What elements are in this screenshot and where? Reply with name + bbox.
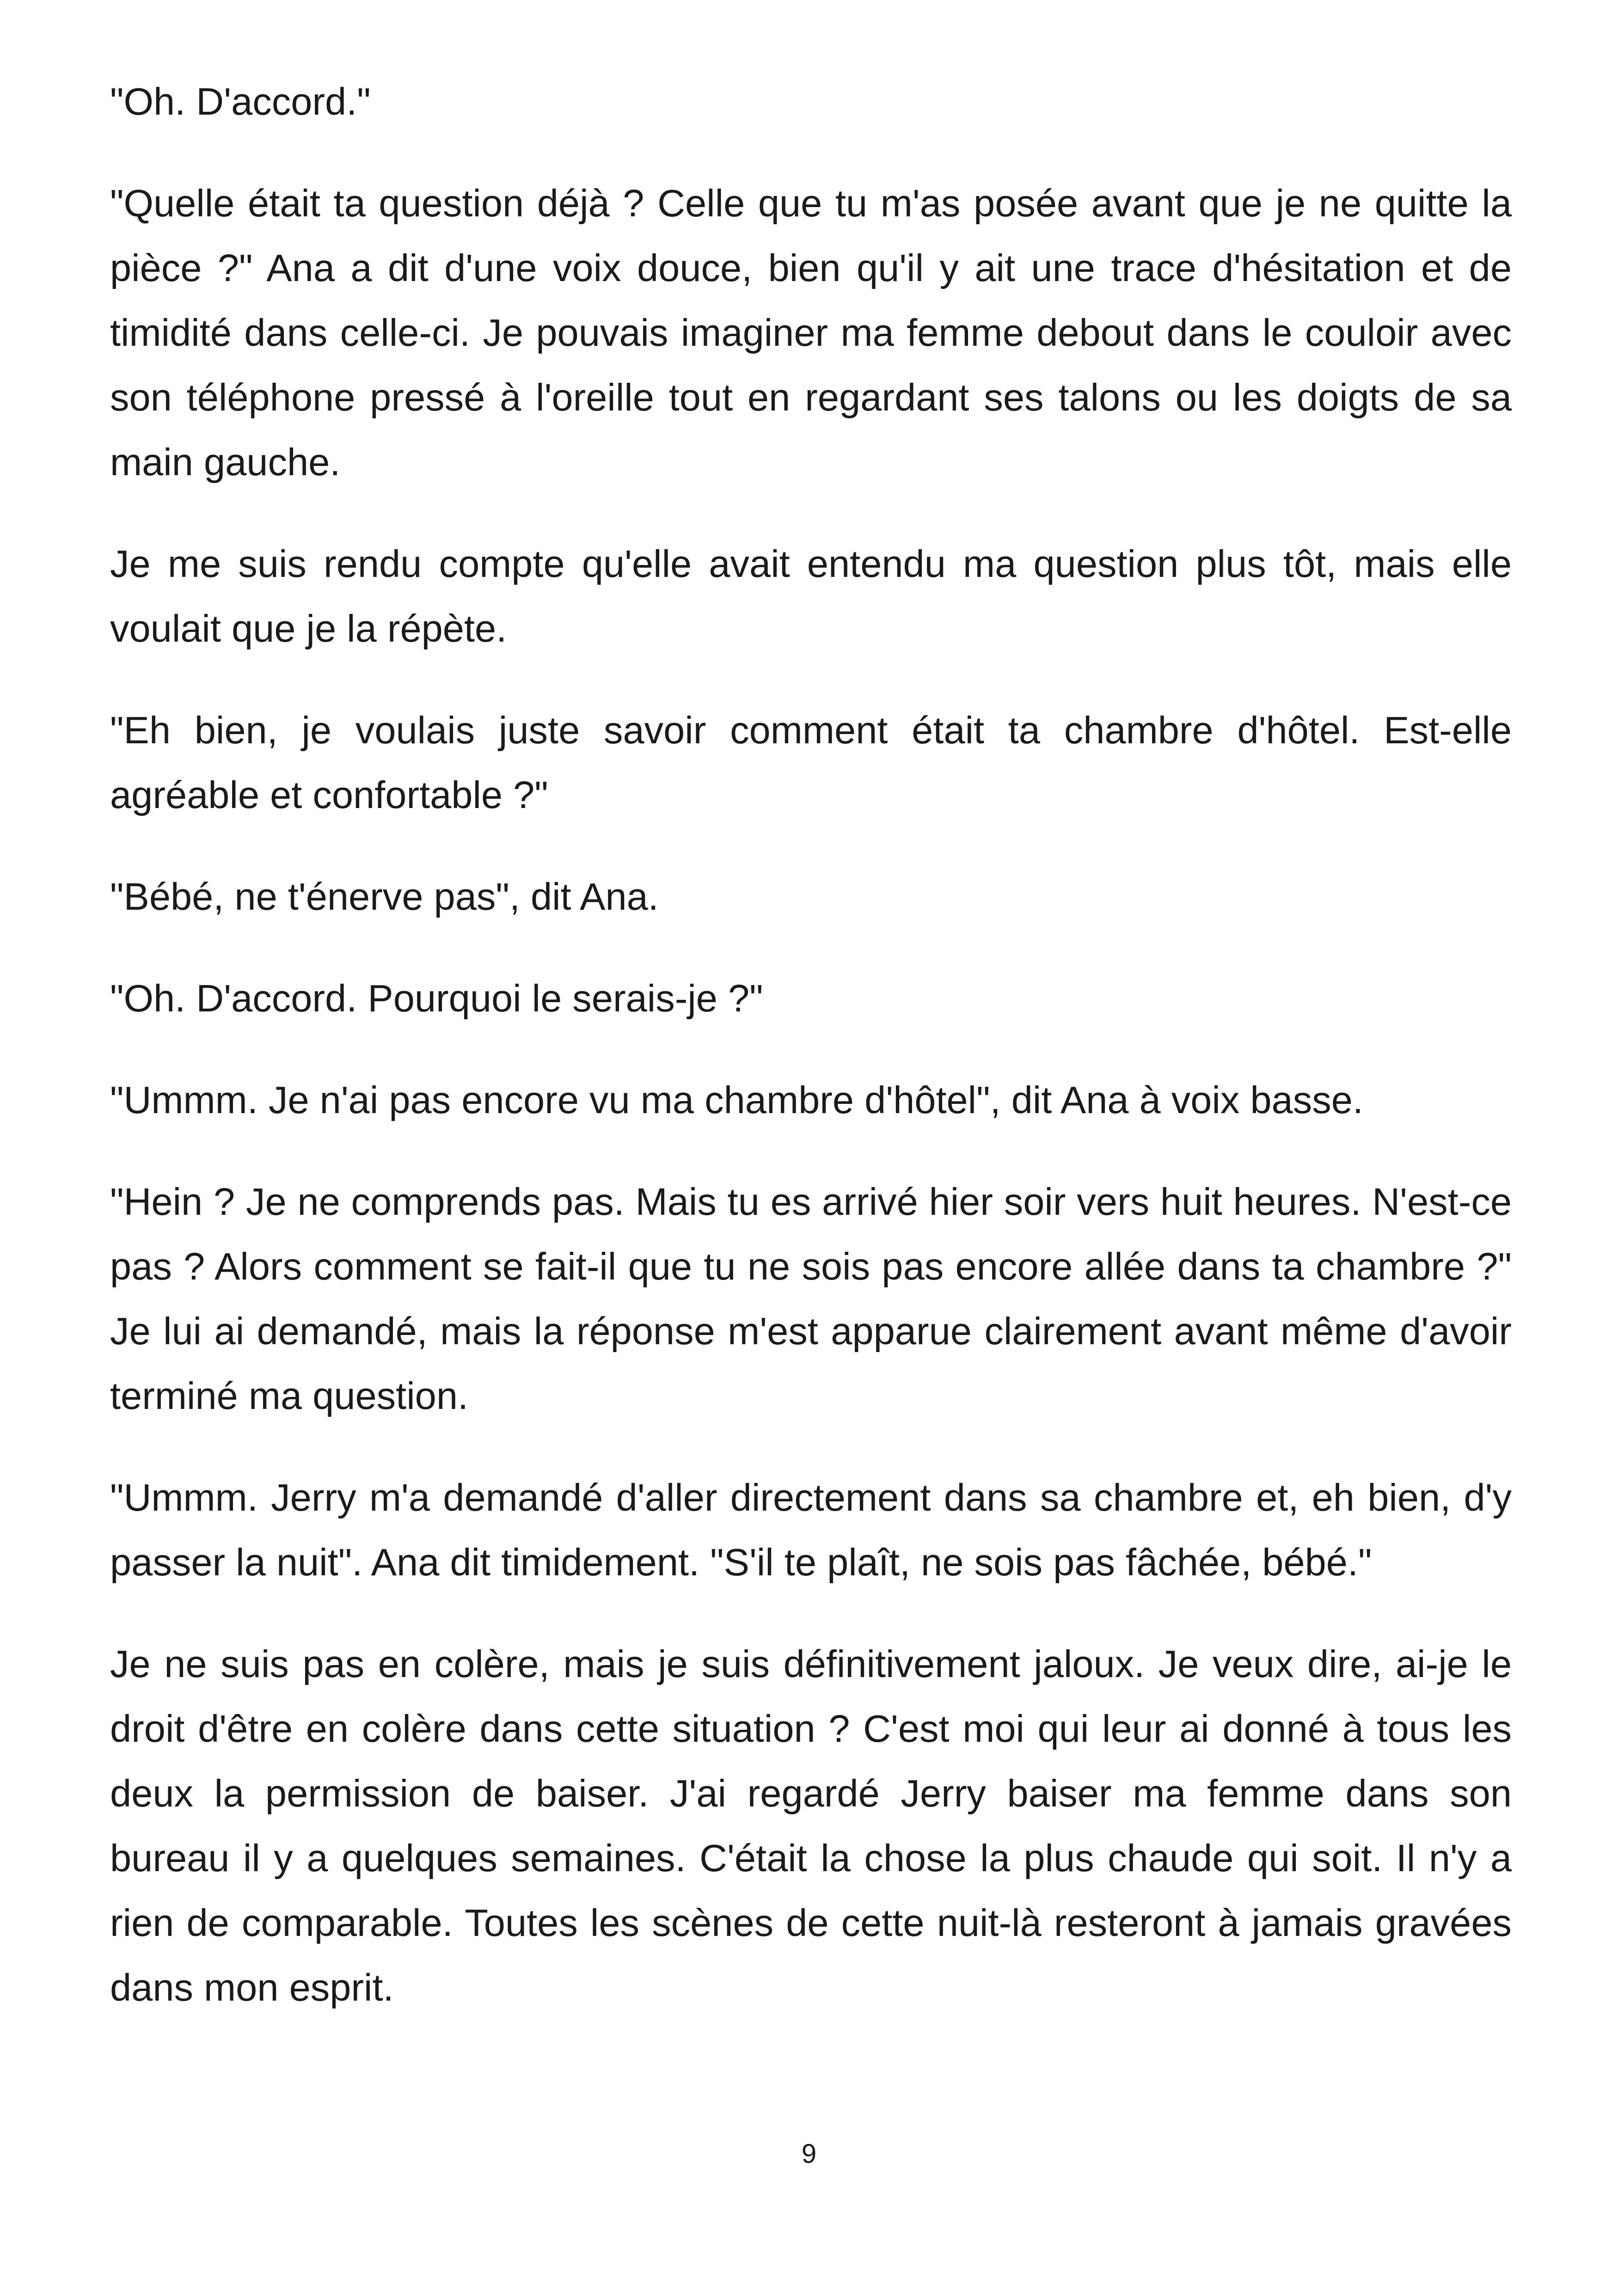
paragraph-3: Je me suis rendu compte qu'elle avait entendu ma question plus tôt, mais elle voulait que je la répète. [110, 542, 1512, 650]
paragraph-2: "Quelle était ta question déjà ? Celle que tu m'as posée avant que je ne quitte la pièce ?" Ana a dit d'une voix douce, bien qu'il y ait une trace d'hésitation et de timidité dans celle-ci. Je pouvais imaginer ma femme debout dans le couloir avec son téléphone pressé à l'oreille tout en regardant ses talons ou les doigts de sa main gauche. [110, 182, 1512, 484]
paragraph-10: Je ne suis pas en colère, mais je suis définitivement jaloux. Je veux dire, ai-je le droit d'être en colère dans cette situation ? C'est moi qui leur ai donné à tous les deux la permission de baiser. J'ai regardé Jerry baiser ma femme dans son bureau il y a quelques semaines. C'était la chose la plus chaude qui soit. Il n'y a rien de comparable. Toutes les scènes de cette nuit-là resteront à jamais gravées dans mon esprit. [110, 1642, 1512, 2009]
paragraph-1: "Oh. D'accord." [110, 80, 371, 123]
body-text [110, 69, 1512, 2057]
paragraph-5: "Bébé, ne t'énerve pas", dit Ana. [110, 875, 659, 918]
paragraph-8: "Hein ? Je ne comprends pas. Mais tu es arrivé hier soir vers huit heures. N'est-ce pas ? Alors comment se fait-il que tu ne sois pas encore allée dans ta chambre ?" Je lui ai demandé, mais la réponse m'est apparue clairement avant même d'avoir terminé ma question. [110, 1180, 1512, 1417]
paragraph-7: "Ummm. Je n'ai pas encore vu ma chambre d'hôtel", dit Ana à voix basse. [110, 1078, 1363, 1121]
paragraph-9: "Ummm. Jerry m'a demandé d'aller directement dans sa chambre et, eh bien, d'y passer la nuit". Ana dit timidement. "S'il te plaît, ne sois pas fâchée, bébé." [110, 1476, 1512, 1584]
paragraph-6: "Oh. D'accord. Pourquoi le serais-je ?" [110, 977, 763, 1020]
paragraph-4: "Eh bien, je voulais juste savoir comment était ta chambre d'hôtel. Est-elle agréable et confortable ?" [110, 709, 1512, 816]
page-number: 9 [801, 2139, 817, 2169]
